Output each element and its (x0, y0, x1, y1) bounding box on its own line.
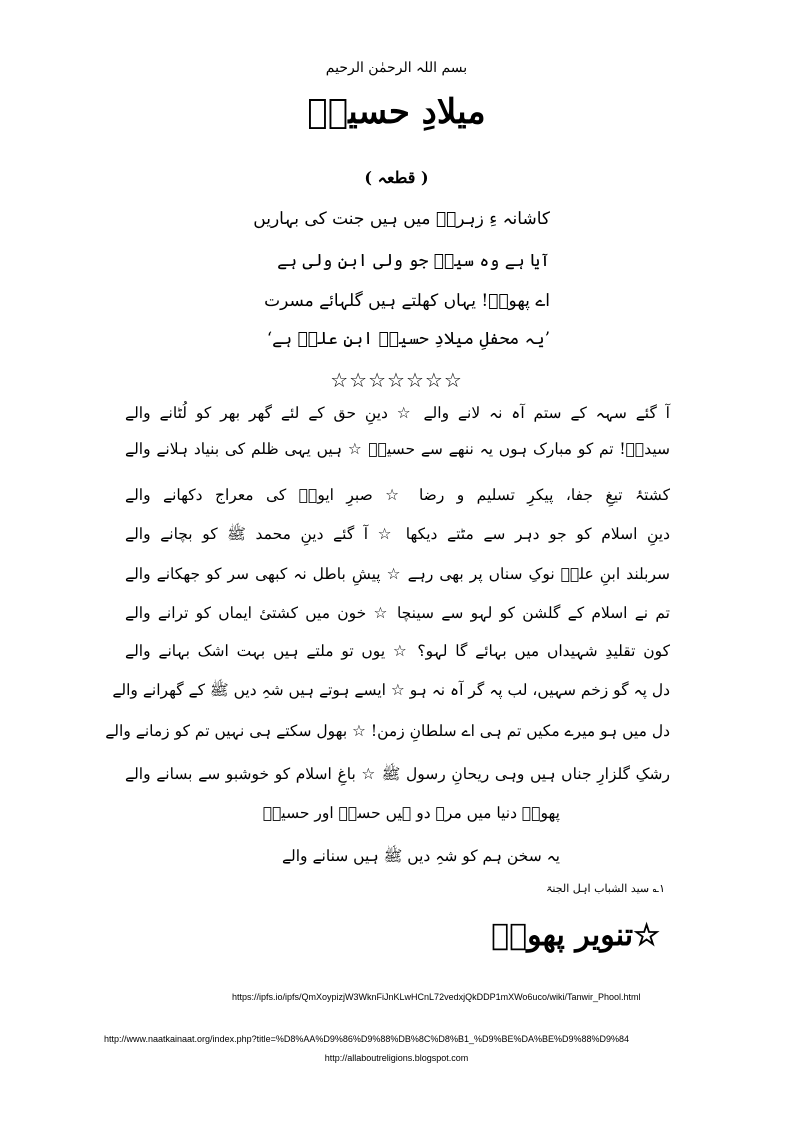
qita-line-3: اے پھولؔ! یہاں کھلتے ہیں گلہائے مسرت (264, 291, 550, 311)
qita-line-2: آیا ہے وہ سیدؔ جو ولی ابنِ ولی ہے (277, 251, 550, 271)
closing-line-2: یہ سخن ہم کو شہِ دیں ﷺ ہیں سنانے والے (281, 847, 560, 865)
source-link-blogspot[interactable]: http://allaboutreligions.blogspot.com (324, 1053, 469, 1063)
verse-line-2: سیدہؓ! تم کو مبارک ہوں یہ ننھے سے حسینؓ ☆ ہیں یہی ظلم کی بنیاد ہلانے والے (125, 440, 670, 458)
verse-line-5: سربلند ابنِ علیؓ نوکِ سناں پر بھی رہے ☆ پیشِ باطل نہ کبھی سر کو جھکانے والے (125, 565, 670, 583)
footnote: ۱؎ سید الشباب اہل الجنۃ (545, 882, 665, 895)
verse-line-7: کون تقلیدِ شہیداں میں بہائے گا لہو؟ ☆ یوں تو ملتے ہیں بہت اشک بہانے والے (125, 642, 670, 660)
star-separator: ☆☆☆☆☆☆☆ (330, 368, 463, 392)
qita-line-1: کاشانہ ءِ زہراؓ میں ہیں جنت کی بہاریں (253, 209, 550, 229)
verse-line-10: رشکِ گلزارِ جناں ہیں وہی ریحانِ رسول ﷺ ☆ باغِ اسلام کو خوشبو سے بسانے والے (125, 765, 670, 783)
poem-title: میلادِ حسینؓ (307, 92, 486, 132)
verse-line-8: دل پہ گو زخم سہیں، لب پہ گر آہ نہ ہو ☆ ایسے ہوتے ہیں شہِ دیں ﷺ کے گھرانے والے (112, 681, 670, 699)
verse-line-3: کشتۂ تیغِ جفا، پیکرِ تسلیم و رضا ☆ صبرِ ایوبؑ کی معراج دکھانے والے (125, 486, 670, 504)
bismillah: بسم اللہ الرحمٰن الرحیم (325, 60, 468, 76)
poem-subtitle: ( قطعہ ) (364, 168, 429, 187)
qita-line-4: ’یہ محفلِ میلادِ حسینؓ ابنِ علیؓ ہے‘ (266, 329, 550, 349)
verse-line-4: دینِ اسلام کو جو دہر سے مٹتے دیکھا ☆ آ گئے دینِ محمد ﷺ کو بچانے والے (125, 525, 670, 543)
verse-line-6: تم نے اسلام کے گلشن کو لہو سے سینچا ☆ خون میں کشتیٔ ایماں کو ترانے والے (125, 604, 670, 622)
verse-line-1: آ گئے سہہ کے ستم آہ نہ لانے والے ☆ دینِ حق کے لئے گھر بھر کو لُٹانے والے (125, 404, 670, 422)
source-link-ipfs[interactable]: https://ipfs.io/ipfs/QmXoypizjW3WknFiJnKLwHCnL72vedxjQkDDP1mXWo6uco/wiki/Tanwir_Phool.html (232, 992, 641, 1002)
source-link-naatkainaat[interactable]: http://www.naatkainaat.org/index.php?title=%D8%AA%D9%86%D9%88%DB%8C%D8%B1_%D9%BE%DA%BE%D9%88%D9%84 (104, 1034, 630, 1044)
closing-line-1: پھولؔ دنیا میں مرے دو ہیں حسنؓ اور حسینؓ (262, 804, 560, 822)
verse-line-9: دل میں ہو میرے مکیں تم ہی اے سلطانِ زمن! ☆ بھول سکتے ہی نہیں تم کو زمانے والے (105, 722, 670, 740)
author-signature: ☆تنویر پھولؔ (491, 918, 660, 953)
